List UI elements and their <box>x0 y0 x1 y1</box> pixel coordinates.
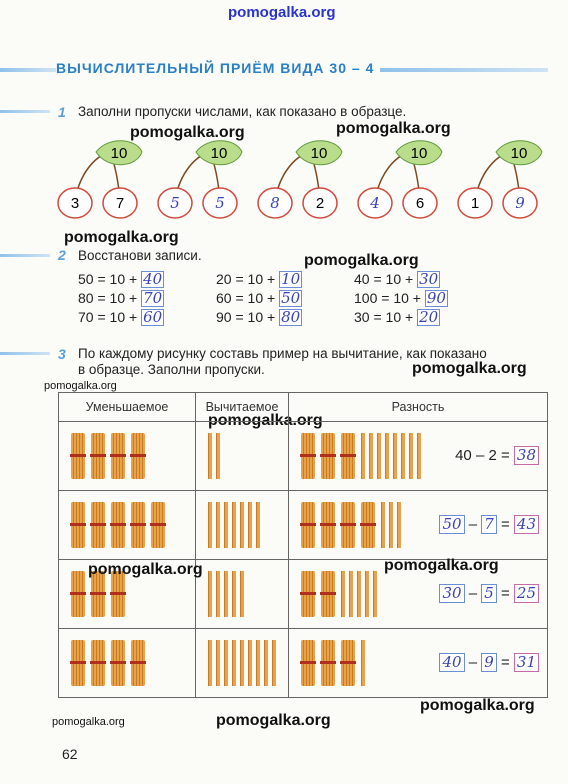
ten-bundle <box>321 640 335 686</box>
page-title: ВЫЧИСЛИТЕЛЬНЫЙ ПРИЁМ ВИДА 30 – 4 <box>56 60 375 76</box>
ten-bundle <box>71 640 85 686</box>
single-stick <box>216 433 220 479</box>
single-stick <box>240 640 244 686</box>
single-stick <box>256 502 260 548</box>
answer-box[interactable]: 30 <box>439 584 464 603</box>
cherry-left-value: 1 <box>470 195 480 212</box>
task-number: 1 <box>58 104 66 120</box>
equation <box>78 271 164 288</box>
watermark: pomogalka.org <box>130 124 245 141</box>
cherry-top-value: 10 <box>410 145 428 162</box>
equation <box>354 271 440 288</box>
ten-bundle <box>341 502 355 548</box>
cherry-pair <box>50 138 150 224</box>
cherry-top-value: 10 <box>210 145 228 162</box>
task-text: в образце. Заполни пропуски. <box>78 362 265 377</box>
page-number: 62 <box>62 746 78 762</box>
cherry-top-value: 10 <box>510 145 528 162</box>
watermark: pomogalka.org <box>420 697 535 714</box>
answer-box[interactable]: 25 <box>514 584 539 603</box>
equation <box>216 309 302 326</box>
equation-left: 100 = 10 + <box>354 290 425 306</box>
single-stick <box>409 433 413 479</box>
answer-box[interactable]: 90 <box>426 289 446 307</box>
task-text: Заполни пропуски числами, как показано в образце. <box>78 104 407 119</box>
task-text: Восстанови записи. <box>78 248 202 263</box>
ten-bundle <box>321 571 335 617</box>
answer-box[interactable]: 50 <box>439 515 464 534</box>
single-stick <box>232 640 236 686</box>
equation <box>78 290 164 307</box>
equation <box>354 290 448 307</box>
ten-bundle <box>131 640 145 686</box>
watermark: pomogalka.org <box>412 360 527 377</box>
cherry-pair <box>250 138 350 224</box>
watermark: pomogalka.org <box>208 412 323 429</box>
answer-box[interactable]: 60 <box>143 308 163 326</box>
answer-box[interactable]: 40 <box>439 653 464 672</box>
ten-bundle <box>321 502 335 548</box>
ten-bundle <box>341 433 355 479</box>
single-stick <box>369 433 373 479</box>
single-stick <box>417 433 421 479</box>
single-stick <box>272 640 276 686</box>
cherry-left-value: 8 <box>270 194 280 212</box>
single-stick <box>208 502 212 548</box>
equation-left: 60 = 10 + <box>216 290 280 306</box>
ten-bundle <box>111 640 125 686</box>
column-header: Разность <box>289 393 548 422</box>
task-stripe <box>0 352 50 355</box>
ten-bundle <box>71 571 85 617</box>
equation-left: 40 = 10 + <box>354 271 418 287</box>
minuend-cell <box>59 422 195 490</box>
answer-box[interactable]: 7 <box>481 515 497 534</box>
watermark: pomogalka.org <box>336 120 451 137</box>
subtrahend-cell <box>196 491 288 559</box>
ten-bundle <box>111 433 125 479</box>
equation <box>216 290 302 307</box>
watermark: pomogalka.org <box>216 712 331 729</box>
watermark: pomogalka.org <box>64 229 179 246</box>
answer-box[interactable]: 40 <box>143 270 163 288</box>
subtraction-expression <box>455 446 539 465</box>
single-stick <box>365 571 369 617</box>
answer-box[interactable]: 20 <box>419 308 439 326</box>
single-stick <box>357 571 361 617</box>
subtraction-expression: 50 – 7 = 43 <box>439 515 539 534</box>
task-stripe <box>0 254 50 257</box>
watermark: pomogalka.org <box>44 380 117 392</box>
single-stick <box>216 571 220 617</box>
ten-bundle <box>301 571 315 617</box>
single-stick <box>397 502 401 548</box>
answer-box[interactable]: 30 <box>419 270 439 288</box>
equation-left: 30 = 10 + <box>354 309 418 325</box>
cherry-left-value: 3 <box>70 195 80 212</box>
equation-left: 20 = 10 + <box>216 271 280 287</box>
cherry-right-value: 9 <box>515 194 525 212</box>
single-stick <box>401 433 405 479</box>
cherry-top-value: 10 <box>110 145 128 162</box>
cherry-right-value: 5 <box>215 194 225 212</box>
equation <box>216 271 302 288</box>
cherry-right-value: 2 <box>315 195 325 212</box>
equation-left: 70 = 10 + <box>78 309 142 325</box>
ten-bundle <box>361 502 375 548</box>
table-row <box>59 629 548 698</box>
single-stick <box>216 502 220 548</box>
ten-bundle <box>131 502 145 548</box>
ten-bundle <box>301 640 315 686</box>
watermark: pomogalka.org <box>228 4 336 21</box>
single-stick <box>256 640 260 686</box>
cherry-right-value: 6 <box>415 195 425 212</box>
single-stick <box>361 640 365 686</box>
answer-box[interactable]: 31 <box>514 653 539 672</box>
cherry-top-value: 10 <box>310 145 328 162</box>
cherry-left-value: 4 <box>370 194 380 212</box>
equation-left: 90 = 10 + <box>216 309 280 325</box>
single-stick <box>385 433 389 479</box>
answer-box[interactable]: 43 <box>514 515 539 534</box>
single-stick <box>377 433 381 479</box>
subtraction-expression: 40 – 9 = 31 <box>439 653 539 672</box>
answer-box[interactable]: 5 <box>481 584 497 603</box>
single-stick <box>208 640 212 686</box>
equation-left: 80 = 10 + <box>78 290 142 306</box>
minuend-cell <box>59 491 195 559</box>
ten-bundle <box>131 433 145 479</box>
single-stick <box>208 571 212 617</box>
answer-box[interactable]: 10 <box>281 270 301 288</box>
single-stick <box>389 502 393 548</box>
single-stick <box>381 502 385 548</box>
equation <box>78 309 164 326</box>
watermark: pomogalka.org <box>88 561 203 578</box>
single-stick <box>393 433 397 479</box>
single-stick <box>341 571 345 617</box>
difference-cell <box>289 491 547 559</box>
cherry-pair <box>150 138 250 224</box>
single-stick <box>208 433 212 479</box>
single-stick <box>264 640 268 686</box>
answer-box[interactable]: 38 <box>514 446 539 465</box>
task-text: По каждому рисунку составь пример на вычитание, как показано <box>78 346 487 361</box>
column-header: Вычитаемое <box>196 393 289 422</box>
ten-bundle <box>91 640 105 686</box>
subtrahend-cell <box>196 629 288 697</box>
watermark: pomogalka.org <box>52 716 125 728</box>
subtraction-expression: 30 – 5 = 25 <box>439 584 539 603</box>
ten-bundle <box>301 502 315 548</box>
table-row <box>59 422 548 491</box>
cherry-pair <box>450 138 550 224</box>
cherry-pair <box>350 138 450 224</box>
single-stick <box>240 571 244 617</box>
table-row <box>59 491 548 560</box>
equation-left: 50 = 10 + <box>78 271 142 287</box>
single-stick <box>224 640 228 686</box>
task-stripe <box>0 110 50 113</box>
single-stick <box>224 502 228 548</box>
single-stick <box>240 502 244 548</box>
watermark: pomogalka.org <box>304 252 419 269</box>
single-stick <box>232 502 236 548</box>
single-stick <box>216 640 220 686</box>
ten-bundle <box>71 433 85 479</box>
ten-bundle <box>341 640 355 686</box>
task-number: 3 <box>58 346 66 362</box>
single-stick <box>224 571 228 617</box>
answer-box[interactable]: 9 <box>481 653 497 672</box>
single-stick <box>248 640 252 686</box>
answer-box[interactable]: 70 <box>143 289 163 307</box>
difference-cell <box>289 629 547 697</box>
single-stick <box>373 571 377 617</box>
single-stick <box>248 502 252 548</box>
task-number: 2 <box>58 247 66 263</box>
title-stripe-left <box>0 68 56 72</box>
ten-bundle <box>321 433 335 479</box>
ten-bundle <box>301 433 315 479</box>
cherry-right-value: 7 <box>115 195 125 212</box>
watermark: pomogalka.org <box>384 557 499 574</box>
ten-bundle <box>71 502 85 548</box>
cherry-left-value: 5 <box>170 194 180 212</box>
example-expression: 40 – 2 = <box>455 447 514 464</box>
column-header: Уменьшаемое <box>59 393 196 422</box>
single-stick <box>232 571 236 617</box>
subtrahend-cell <box>196 560 288 628</box>
equation <box>354 309 440 326</box>
ten-bundle <box>111 502 125 548</box>
subtraction-table <box>58 392 548 698</box>
single-stick <box>349 571 353 617</box>
answer-box[interactable]: 50 <box>281 289 301 307</box>
ten-bundle <box>151 502 165 548</box>
subtrahend-cell <box>196 422 288 490</box>
title-stripe-right <box>380 68 548 72</box>
ten-bundle <box>91 433 105 479</box>
minuend-cell <box>59 629 195 697</box>
answer-box[interactable]: 80 <box>281 308 301 326</box>
difference-cell <box>289 422 547 490</box>
ten-bundle <box>91 502 105 548</box>
single-stick <box>361 433 365 479</box>
